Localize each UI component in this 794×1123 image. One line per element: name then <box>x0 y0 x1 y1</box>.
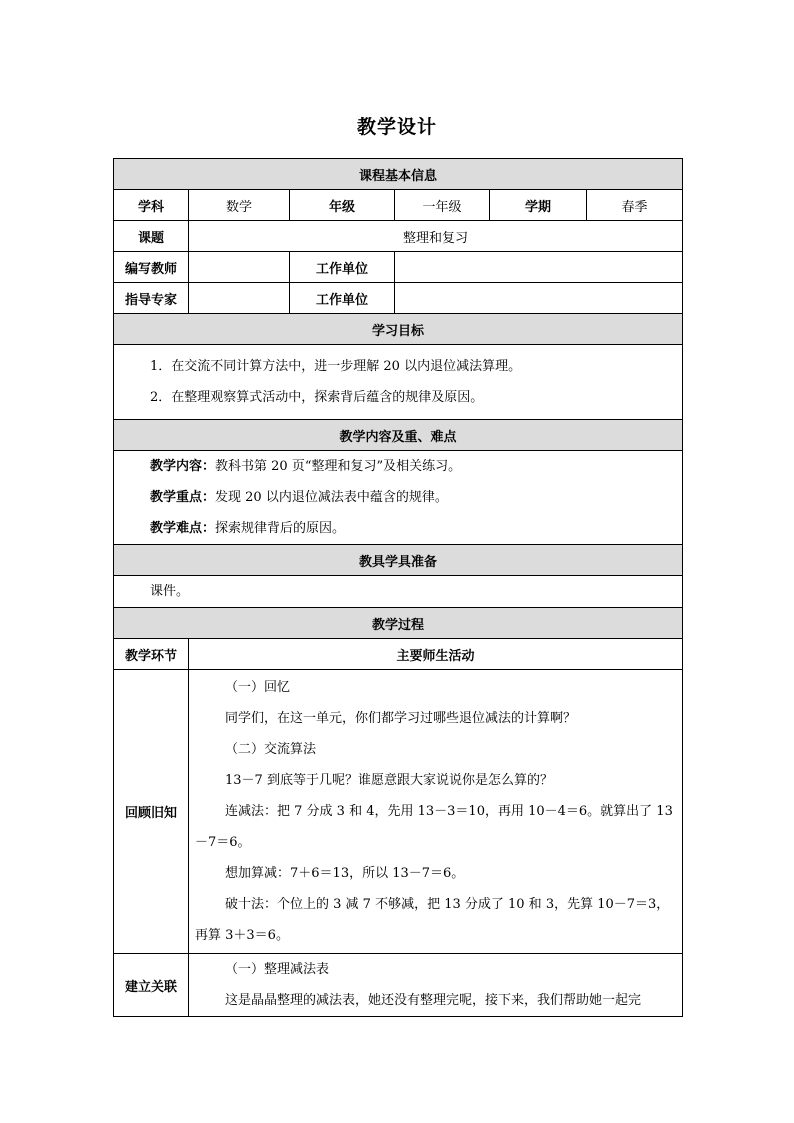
focus-text: 发现 20 以内退位减法表中蕴含的规律。 <box>215 490 448 505</box>
stage-activity <box>189 670 683 954</box>
author-label: 编写教师 <box>114 252 189 283</box>
term-label: 学期 <box>490 190 587 221</box>
section-header-basic-info: 课程基本信息 <box>114 159 683 190</box>
process-header-row <box>114 639 683 670</box>
grade-value: 一年级 <box>395 190 490 221</box>
section-content <box>114 420 683 451</box>
author-unit-value <box>395 252 683 283</box>
section-basic-info <box>114 159 683 190</box>
section-tools <box>114 545 683 576</box>
section-header-tools: 教具学具准备 <box>114 545 683 576</box>
stage-name: 建立关联 <box>114 954 189 1017</box>
activity-column-header: 主要师生活动 <box>189 639 683 670</box>
advisor-value <box>189 283 290 314</box>
tools-cell <box>114 576 683 608</box>
goals-cell <box>114 345 683 420</box>
difficulty-item <box>120 513 676 544</box>
difficulty-label: 教学难点： <box>150 521 216 536</box>
activity-line: （二）交流算法 <box>225 742 317 757</box>
section-process <box>114 608 683 639</box>
author-row <box>114 252 683 283</box>
topic-label: 课题 <box>114 221 189 252</box>
advisor-unit-label: 工作单位 <box>290 283 395 314</box>
activity-line: （一）回忆 <box>225 680 291 695</box>
subject-label: 学科 <box>114 190 189 221</box>
subject-value: 数学 <box>189 190 290 221</box>
stage-name: 回顾旧知 <box>114 670 189 954</box>
stage-column-header: 教学环节 <box>114 639 189 670</box>
content-row <box>114 451 683 545</box>
stage-row-review <box>114 670 683 954</box>
stage-activity <box>189 954 683 1017</box>
goal-item: 1．在交流不同计算方法中，进一步理解 20 以内退位减法算理。 <box>150 359 522 374</box>
focus-label: 教学重点： <box>150 490 216 505</box>
tools-row <box>114 576 683 608</box>
section-goals <box>114 314 683 345</box>
advisor-unit-value <box>395 283 683 314</box>
difficulty-text: 探索规律背后的原因。 <box>215 521 346 536</box>
lesson-plan-table <box>113 158 683 1017</box>
topic-value: 整理和复习 <box>189 221 683 252</box>
activity-line: 连减法：把 7 分成 3 和 4，先用 13－3＝10，再用 10－4＝6。就算出了 13－7＝6。 <box>195 804 673 850</box>
topic-row <box>114 221 683 252</box>
term-value: 春季 <box>587 190 683 221</box>
page-title: 教学设计 <box>356 116 437 138</box>
focus-item <box>120 482 676 513</box>
info-row-1 <box>114 190 683 221</box>
grade-label: 年级 <box>290 190 395 221</box>
stage-row-connect <box>114 954 683 1017</box>
author-value <box>189 252 290 283</box>
section-header-process: 教学过程 <box>114 608 683 639</box>
activity-line: 同学们，在这一单元，你们都学习过哪些退位减法的计算啊？ <box>225 711 577 726</box>
activity-line: （一）整理减法表 <box>225 962 330 977</box>
goals-row <box>114 345 683 420</box>
content-item <box>120 451 676 482</box>
activity-line: 破十法：个位上的 3 减 7 不够减，把 13 分成了 10 和 3，先算 10－7＝3，再算 3＋3＝6。 <box>195 897 670 943</box>
section-header-content: 教学内容及重、难点 <box>114 420 683 451</box>
section-header-goals: 学习目标 <box>114 314 683 345</box>
activity-line: 想加算减：7＋6＝13，所以 13－7＝6。 <box>225 866 465 881</box>
content-cell <box>114 451 683 545</box>
activity-line: 13－7 到底等于几呢？谁愿意跟大家说说你是怎么算的？ <box>225 773 553 788</box>
author-unit-label: 工作单位 <box>290 252 395 283</box>
advisor-label: 指导专家 <box>114 283 189 314</box>
content-label: 教学内容： <box>150 459 216 474</box>
advisor-row <box>114 283 683 314</box>
tools-text: 课件。 <box>150 584 190 599</box>
goal-item: 2．在整理观察算式活动中，探索背后蕴含的规律及原因。 <box>150 390 484 405</box>
content-text: 教科书第 20 页“整理和复习”及相关练习。 <box>215 459 462 474</box>
activity-line: 这是晶晶整理的减法表，她还没有整理完呢，接下来，我们帮助她一起完 <box>225 993 642 1008</box>
